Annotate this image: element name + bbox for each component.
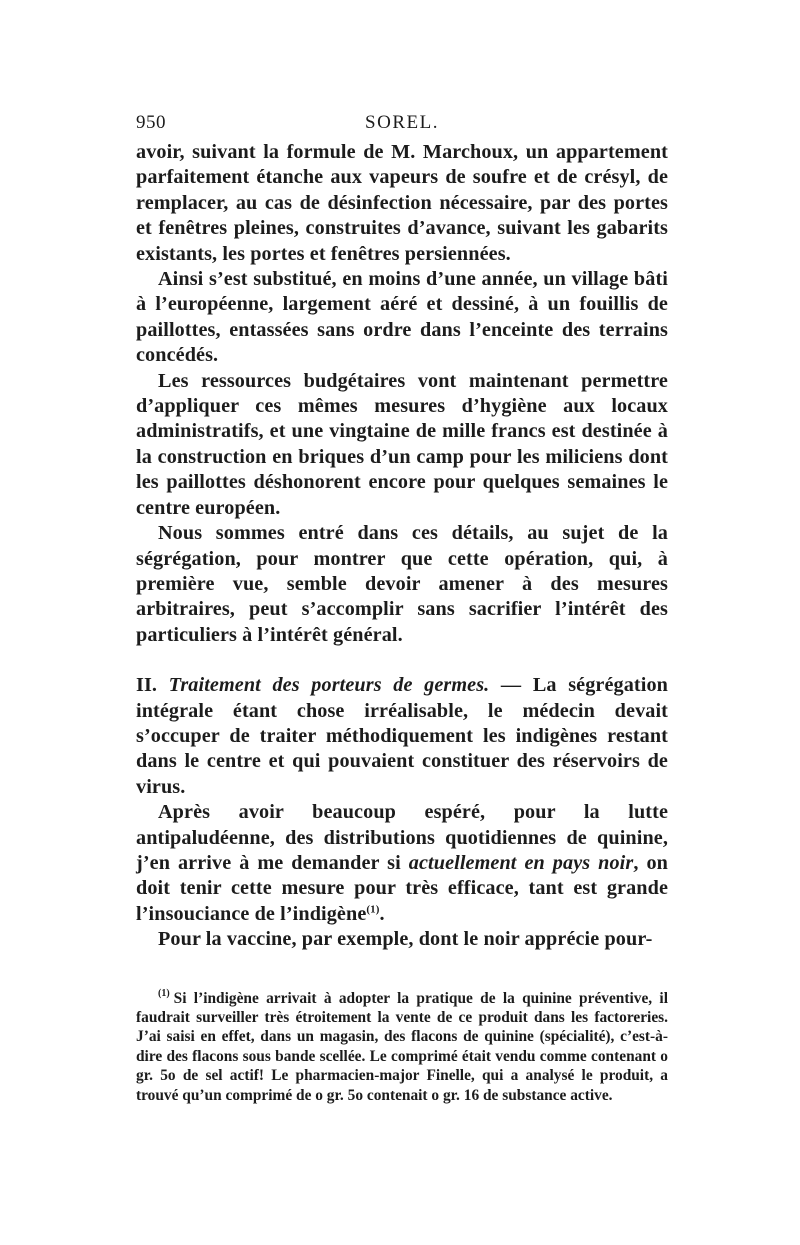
quinine-text-part3: . [379, 902, 385, 925]
quinine-text-part2: , on doit tenir cette mesure pour très efficace, tant est grande l’insouciance de l’indigène [136, 851, 668, 925]
paragraph-continuation: avoir, suivant la formule de M. Marchoux, un appartement parfaitement étanche aux vapeurs de soufre et de crésyl, de remplacer, au cas de désinfection nécessaire, par des portes et fenêtres pleines, construites d’avance, suivant les gabarits existants, les portes et fenêtres persiennées. [136, 141, 668, 265]
section-title: Traitement des porteurs de germes. [168, 674, 490, 697]
running-title: SOREL. [365, 112, 439, 133]
section-dash: — [500, 674, 522, 697]
footnote-mark: (1) [158, 988, 170, 1000]
book-page [136, 112, 668, 1105]
paragraph-budget: Les ressources budgétaires vont maintenant permettre d’appliquer ces mêmes mesures d’hygiène aux locaux administratifs, et une vingtaine de mille francs est destinée à la construction en briques d’un camp pour les miliciens dont les paillottes déshonorent encore pour quelques semaines le centre européen. [136, 369, 668, 519]
page-number: 950 [136, 112, 166, 133]
section-lead-text: La ségrégation intégrale étant chose irréalisable, le médecin devait s’occuper de traiter méthodiquement les indigènes restant dans le centre et qui pouvaient constituer des réservoirs de virus. [136, 674, 668, 798]
paragraph-segregation-details: Nous sommes entré dans ces détails, au sujet de la ségrégation, pour montrer que cette opération, qui, à première vue, semble devoir amener à des mesures arbitraires, peut s’accomplir sans sacrifier l’intérêt des particuliers à l’intérêt général. [136, 522, 668, 646]
paragraph-village: Ainsi s’est substitué, en moins d’une année, un village bâti à l’européenne, largement aéré et dessiné, à un fouillis de paillottes, entassées sans ordre dans l’enceinte des terrains concédés. [136, 268, 668, 367]
quinine-text-part1: Après avoir beaucoup espéré, pour la lutte antipaludéenne, des distributions quotidiennes de quinine, j’en arrive à me demander si [136, 801, 668, 874]
footnote [136, 989, 668, 1105]
footnote-reference[interactable]: (1) [366, 903, 380, 916]
paragraph-vaccine: Pour la vaccine, par exemple, dont le noir apprécie pour- [158, 928, 653, 951]
section-heading-paragraph [136, 673, 668, 800]
footnote-text: Si l’indigène arrivait à adopter la pratique de la quinine préventive, il faudrait surveiller très étroitement la vente de ce produit dans les factoreries. J’ai saisi en effet, dans un magasin, des flacons de quinine (spécialité), c’est-à-dire des flacons sous bande scellée. Le comprimé était vendu comme contenant o gr. 5o de sel actif! Le pharmacien-major Finelle, qui a analysé le produit, a trouvé qu’un comprimé de o gr. 5o contenait o gr. 16 de substance active. [136, 989, 668, 1104]
section-number: II. [136, 674, 158, 697]
paragraph-quinine [136, 800, 668, 927]
footnote-block [136, 989, 668, 1105]
running-head [136, 112, 668, 140]
quinine-emphasis: actuellement en pays noir [408, 851, 634, 874]
